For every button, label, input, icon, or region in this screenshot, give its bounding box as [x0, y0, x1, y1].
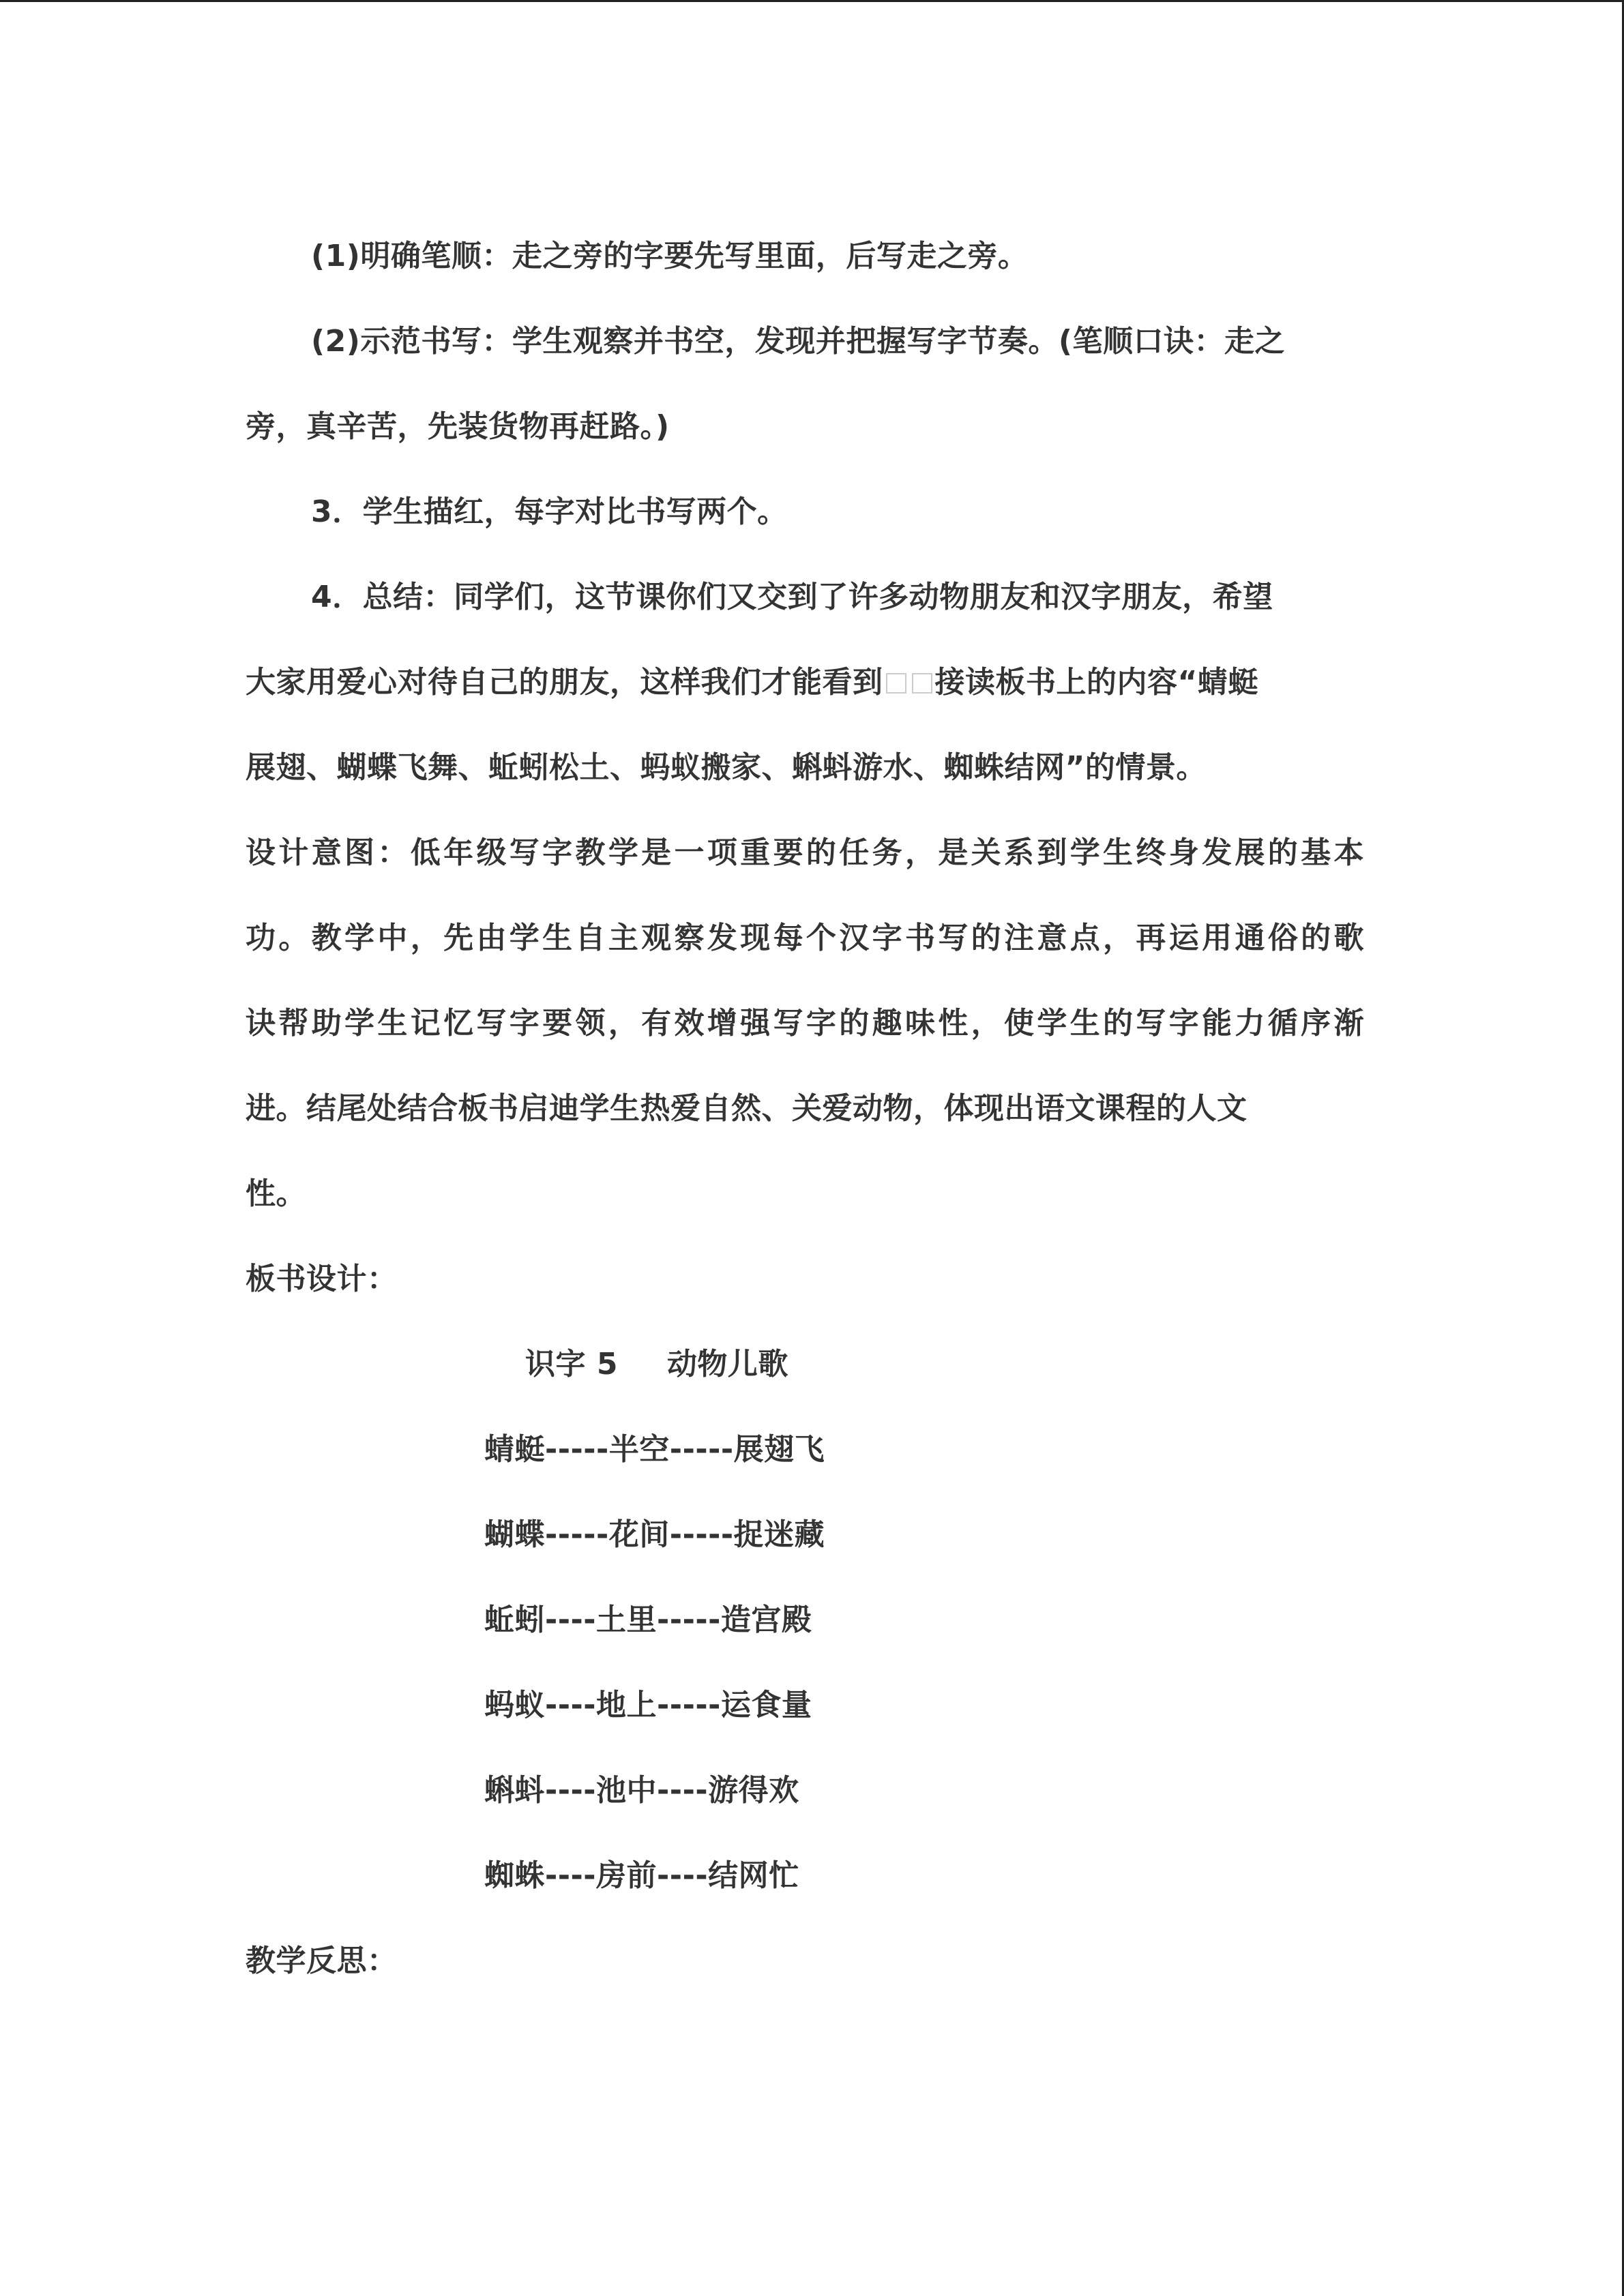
teaching-reflection-heading: 教学反思： [246, 1943, 398, 1978]
board-title-lesson: 识字 5 [525, 1347, 618, 1382]
step-demo-writing: (2)示范书写：学生观察并书空，发现并把握写字节奏。(笔顺口诀：走之 [311, 324, 1285, 359]
board-row: 蜘蛛----房前----结网忙 [484, 1858, 799, 1893]
board-row: 蝌蚪----池中----游得欢 [484, 1773, 799, 1808]
step-stroke-order: (1)明确笔顺：走之旁的字要先写里面，后写走之旁。 [311, 239, 1029, 273]
design-intent-line: 设计意图：低年级写字教学是一项重要的任务，是关系到学生终身发展的基本 [246, 835, 1364, 870]
board-design-heading: 板书设计： [246, 1262, 398, 1296]
board-row: 蚯蚓----土里-----造宫殿 [484, 1602, 812, 1637]
board-title-name: 动物儿歌 [666, 1347, 788, 1382]
board-title [246, 1322, 1364, 1407]
board-row: 蜻蜓-----半空-----展翅飞 [484, 1432, 825, 1467]
design-intent-line: 性。 [246, 1176, 306, 1211]
step-summary-cont [246, 640, 1364, 725]
step-demo-writing-cont: 旁，真辛苦，先装货物再赶路。) [246, 409, 670, 444]
step-tracing: 3．学生描红，每字对比书写两个。 [311, 494, 788, 529]
missing-glyph-box [912, 673, 932, 694]
step-summary-end: 展翅、蝴蝶飞舞、蚯蚓松土、蚂蚁搬家、蝌蚪游水、蜘蛛结网”的情景。 [246, 750, 1207, 785]
board-row: 蚂蚁----地上-----运食量 [484, 1688, 812, 1723]
design-intent-line: 诀帮助学生记忆写字要领，有效增强写字的趣味性，使学生的写字能力循序渐 [246, 1006, 1364, 1041]
step-summary: 4．总结：同学们，这节课你们又交到了许多动物朋友和汉字朋友，希望 [311, 580, 1273, 614]
document-body [246, 213, 1364, 2003]
summary-text-after: 接读板书上的内容“蜻蜓 [934, 665, 1258, 700]
design-intent-line: 功。教学中，先由学生自主观察发现每个汉字书写的注意点，再运用通俗的歌 [246, 921, 1364, 955]
summary-text-before: 大家用爱心对待自己的朋友，这样我们才能看到 [246, 665, 883, 700]
design-intent-line: 进。结尾处结合板书启迪学生热爱自然、关爱动物，体现出语文课程的人文 [246, 1091, 1247, 1126]
missing-glyph-box [886, 673, 906, 694]
board-row: 蝴蝶-----花间-----捉迷藏 [484, 1517, 825, 1552]
